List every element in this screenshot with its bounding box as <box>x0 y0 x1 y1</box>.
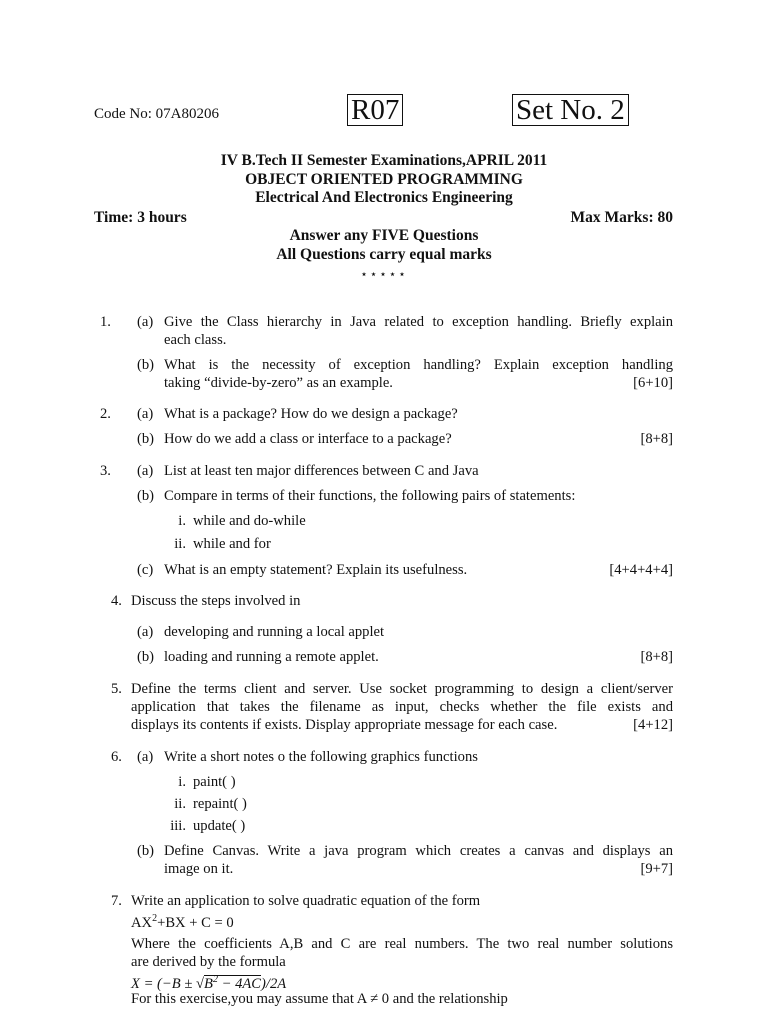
instruction-equal-marks: All Questions carry equal marks <box>276 246 492 263</box>
question-1b-line2: taking “divide-by-zero” as an example. <box>164 375 393 391</box>
branch-title: Electrical And Electronics Engineering <box>255 189 513 206</box>
question-3-marks: [4+4+4+4] <box>609 562 673 578</box>
radicand-b: B <box>204 975 213 992</box>
equation-ax: AX <box>131 914 153 931</box>
question-2a-label: (a) <box>137 406 154 422</box>
question-4-stem: Discuss the steps involved in <box>131 593 301 609</box>
question-3a-label: (a) <box>137 463 154 479</box>
question-1b-label: (b) <box>137 357 155 373</box>
question-2a-line1: What is a package? How do we design a package? <box>164 406 458 422</box>
question-3-number: 3. <box>100 463 111 479</box>
question-5-line3: displays its contents if exists. Display appropriate message for each case. <box>131 717 558 733</box>
formula-suffix: )/2A <box>261 975 287 992</box>
question-5-marks: [4+12] <box>633 717 673 733</box>
question-6b-label: (b) <box>137 843 155 859</box>
question-6a-iii-text: update( ) <box>193 818 246 834</box>
question-6a-i-label: i. <box>178 774 186 790</box>
question-5-number: 5. <box>111 681 122 697</box>
question-6a-label: (a) <box>137 749 154 765</box>
radicand-rest: − 4AC <box>217 975 262 992</box>
question-7-number: 7. <box>111 893 122 909</box>
question-6a-i-text: paint( ) <box>193 774 236 790</box>
question-4b-label: (b) <box>137 649 155 665</box>
stars-divider: ⋆⋆⋆⋆⋆ <box>360 267 408 281</box>
question-7-line6: For this exercise,you may assume that A ≠ 0 and the relationship <box>131 991 508 1007</box>
question-6a-ii-label: ii. <box>174 796 186 812</box>
question-7-line3: Where the coefficients A,B and C are real numbers. The two real number solutions <box>131 936 673 952</box>
question-7-line4: are derived by the formula <box>131 954 286 970</box>
question-6b-line2: image on it. <box>164 861 234 877</box>
question-1a-line2: each class. <box>164 332 227 348</box>
question-4a-label: (a) <box>137 624 154 640</box>
question-2-number: 2. <box>100 406 111 422</box>
question-5-line1: Define the terms client and server. Use socket programming to design a client/server <box>131 681 673 697</box>
question-6-marks: [9+7] <box>640 861 673 877</box>
formula-prefix: X = (−B ± <box>131 975 196 992</box>
set-number-box: Set No. 2 <box>512 94 629 126</box>
question-3b-ii-text: while and for <box>193 536 271 552</box>
question-6a-iii-label: iii. <box>170 818 186 834</box>
question-1-marks: [6+10] <box>633 375 673 391</box>
question-1-number: 1. <box>100 314 111 330</box>
equation-rest: +BX + C = 0 <box>157 914 234 931</box>
question-6a-ii-text: repaint( ) <box>193 796 247 812</box>
question-4-number: 4. <box>111 593 122 609</box>
equation-exponent: 2 <box>152 913 158 924</box>
question-3b-line1: Compare in terms of their functions, the following pairs of statements: <box>164 488 576 504</box>
question-3a-line1: List at least ten major differences between C and Java <box>164 463 479 479</box>
question-4-marks: [8+8] <box>640 649 673 665</box>
question-3c-line1: What is an empty statement? Explain its usefulness. <box>164 562 468 578</box>
regulation-box: R07 <box>347 94 403 126</box>
instruction-answer-five: Answer any FIVE Questions <box>289 227 479 244</box>
question-3b-ii-label: ii. <box>174 536 186 552</box>
exam-title: IV B.Tech II Semester Examinations,APRIL 2011 <box>220 152 548 169</box>
question-7-equation <box>131 910 234 932</box>
question-4a-line1: developing and running a local applet <box>164 624 385 640</box>
question-2-marks: [8+8] <box>640 431 673 447</box>
sqrt-symbol: √ <box>196 975 205 992</box>
question-3b-i-text: while and do-while <box>193 513 306 529</box>
max-marks: Max Marks: 80 <box>570 209 673 226</box>
question-2b-line1: How do we add a class or interface to a package? <box>164 431 452 447</box>
code-number: Code No: 07A80206 <box>94 106 219 122</box>
time-allowed: Time: 3 hours <box>94 209 187 226</box>
radicand-exponent: 2 <box>212 974 218 985</box>
question-5-line2: application that takes the filename as input, checks whether the file exists and <box>131 699 673 715</box>
question-2b-label: (b) <box>137 431 155 447</box>
question-6-number: 6. <box>111 749 122 765</box>
subject-title: OBJECT ORIENTED PROGRAMMING <box>245 171 523 188</box>
question-4b-line1: loading and running a remote applet. <box>164 649 379 665</box>
question-6a-line1: Write a short notes o the following graphics functions <box>164 749 478 765</box>
question-3b-i-label: i. <box>178 513 186 529</box>
question-1a-label: (a) <box>137 314 154 330</box>
question-7-line1: Write an application to solve quadratic equation of the form <box>131 893 481 909</box>
question-6b-line1: Define Canvas. Write a java program which creates a canvas and displays an <box>164 843 673 859</box>
question-1a-line1: Give the Class hierarchy in Java related to exception handling. Briefly explain <box>164 314 673 330</box>
question-1b-line1: What is the necessity of exception handling? Explain exception handling <box>164 357 673 373</box>
question-3b-label: (b) <box>137 488 155 504</box>
question-3c-label: (c) <box>137 562 154 578</box>
